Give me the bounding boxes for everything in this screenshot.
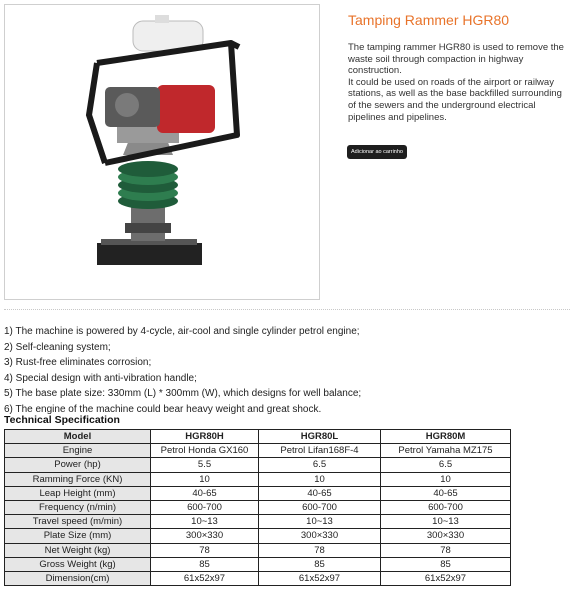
feature-item: 4) Special design with anti-vibration handle; [4,372,197,384]
row-label: Plate Size (mm) [5,529,151,543]
row-label: Leap Height (mm) [5,486,151,500]
spec-row [5,458,511,472]
spec-cell: 78 [259,543,381,557]
spec-cell: 6.5 [381,458,511,472]
spec-row [5,515,511,529]
spec-header-row [5,430,511,444]
row-label: Engine [5,444,151,458]
spec-row [5,472,511,486]
spec-row [5,557,511,571]
spec-cell: Petrol Honda GX160 [151,444,259,458]
spec-cell: 40-65 [381,486,511,500]
row-label: Power (hp) [5,458,151,472]
spec-table [4,429,511,586]
description-paragraph: The tamping rammer HGR80 is used to remove the waste soil through compaction in highway construction. [348,42,564,77]
spec-cell: 10~13 [259,515,381,529]
spec-cell: 300×330 [151,529,259,543]
spec-cell: 78 [151,543,259,557]
spec-cell: 40-65 [151,486,259,500]
section-divider [4,309,570,310]
spec-cell: 10~13 [151,515,259,529]
row-label: Dimension(cm) [5,571,151,585]
feature-item: 6) The engine of the machine could bear heavy weight and great shock. [4,403,322,415]
spec-cell: 85 [151,557,259,571]
spec-cell: 300×330 [259,529,381,543]
spec-cell: 61x52x97 [151,571,259,585]
header-cell: HGR80H [151,430,259,444]
spec-cell: 10~13 [381,515,511,529]
spec-cell: 600-700 [259,500,381,514]
spec-cell: 600-700 [151,500,259,514]
spec-cell: 10 [259,472,381,486]
spec-cell: 85 [259,557,381,571]
product-description [348,42,570,123]
spec-cell: 40-65 [259,486,381,500]
row-label: Gross Weight (kg) [5,557,151,571]
feature-list [4,324,361,417]
spec-row [5,543,511,557]
spec-row [5,571,511,585]
feature-item: 1) The machine is powered by 4-cycle, air-cool and single cylinder petrol engine; [4,326,360,337]
spec-cell: 5.5 [151,458,259,472]
feature-item: 5) The base plate size: 330mm (L) * 300mm (W), which designs for well balance; [4,388,362,399]
spec-cell: 6.5 [259,458,381,472]
header-cell: HGR80L [259,430,381,444]
spec-cell: 600-700 [381,500,511,514]
tamping-rammer-image [5,5,319,299]
spec-cell: 10 [151,472,259,486]
feature-item: 3) Rust-free eliminates corrosion; [4,357,152,368]
spec-cell: 10 [381,472,511,486]
header-cell: HGR80M [381,430,511,444]
row-label: Ramming Force (KN) [5,472,151,486]
spec-row [5,486,511,500]
row-label: Travel speed (m/min) [5,515,151,529]
spec-cell: Petrol Lifan168F-4 [259,444,381,458]
header-cell: Model [5,430,151,444]
spec-cell: 300×330 [381,529,511,543]
row-label: Frequency (n/min) [5,500,151,514]
description-paragraph: It could be used on roads of the airport or railway stations, as well as the base backfilled surrounding of the sewers and the underground electrical pipelines and pipelines. [348,76,562,123]
spec-cell: 61x52x97 [381,571,511,585]
spec-cell: 61x52x97 [259,571,381,585]
spec-cell: Petrol Yamaha MZ175 [381,444,511,458]
spec-row [5,500,511,514]
row-label: Net Weight (kg) [5,543,151,557]
spec-cell: 78 [381,543,511,557]
spec-cell: 85 [381,557,511,571]
spec-heading: Technical Specification [4,414,120,426]
product-title: Tamping Rammer HGR80 [348,12,510,28]
feature-item: 2) Self-cleaning system; [4,341,111,353]
spec-row [5,529,511,543]
add-to-cart-button[interactable]: Adicionar ao carrinho [347,145,407,159]
spec-row [5,444,511,458]
product-image-frame [4,4,320,300]
